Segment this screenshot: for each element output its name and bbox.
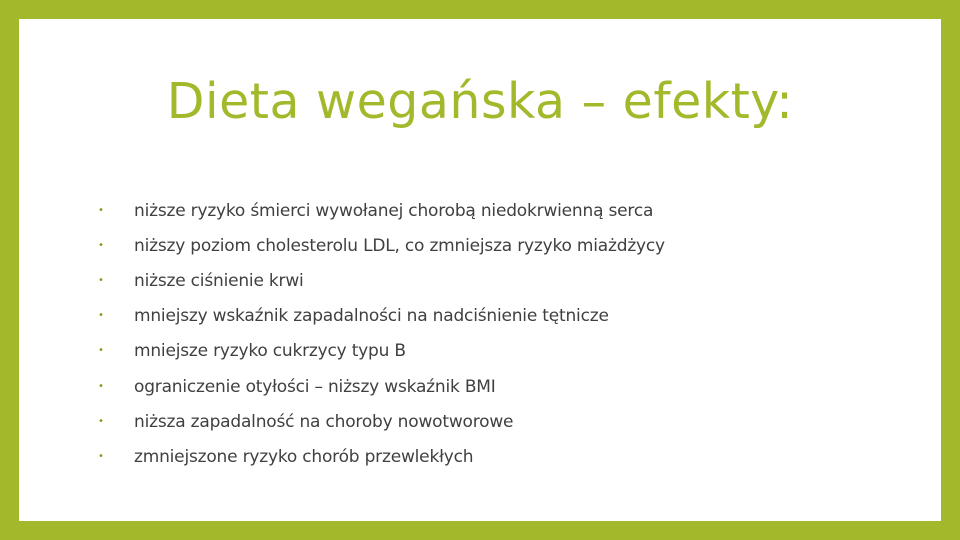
bullet-text: niższe ryzyko śmierci wywołanej chorobą niedokrwienną serca	[134, 200, 654, 221]
bullet-item	[98, 263, 665, 298]
bullet-item	[98, 334, 665, 369]
bullet-text: mniejszy wskaźnik zapadalności na nadciśnienie tętnicze	[134, 306, 609, 327]
bullet-text: ograniczenie otyłości – niższy wskaźnik BMI	[134, 376, 496, 397]
bullet-item	[98, 404, 665, 439]
bullet-icon: •	[98, 415, 104, 427]
bullet-icon: •	[98, 204, 104, 216]
bullet-text: niższe ciśnienie krwi	[134, 270, 304, 291]
bullet-list	[98, 193, 665, 475]
bullet-icon: •	[98, 450, 104, 462]
bullet-icon: •	[98, 310, 104, 322]
bullet-icon: •	[98, 239, 104, 251]
bullet-item	[98, 369, 665, 404]
bullet-item	[98, 228, 665, 263]
bullet-item	[98, 439, 665, 474]
bullet-icon: •	[98, 345, 104, 357]
bullet-text: niższa zapadalność na choroby nowotworowe	[134, 411, 514, 432]
bullet-text: niższy poziom cholesterolu LDL, co zmniejsza ryzyko miażdżycy	[134, 235, 665, 256]
bullet-text: zmniejszone ryzyko chorób przewlekłych	[134, 446, 474, 467]
bullet-item	[98, 193, 665, 228]
slide-title: Dieta wegańska – efekty:	[166, 73, 794, 130]
bullet-icon: •	[98, 274, 104, 286]
bullet-icon: •	[98, 380, 104, 392]
bullet-item	[98, 299, 665, 334]
bullet-text: mniejsze ryzyko cukrzycy typu B	[134, 341, 406, 362]
